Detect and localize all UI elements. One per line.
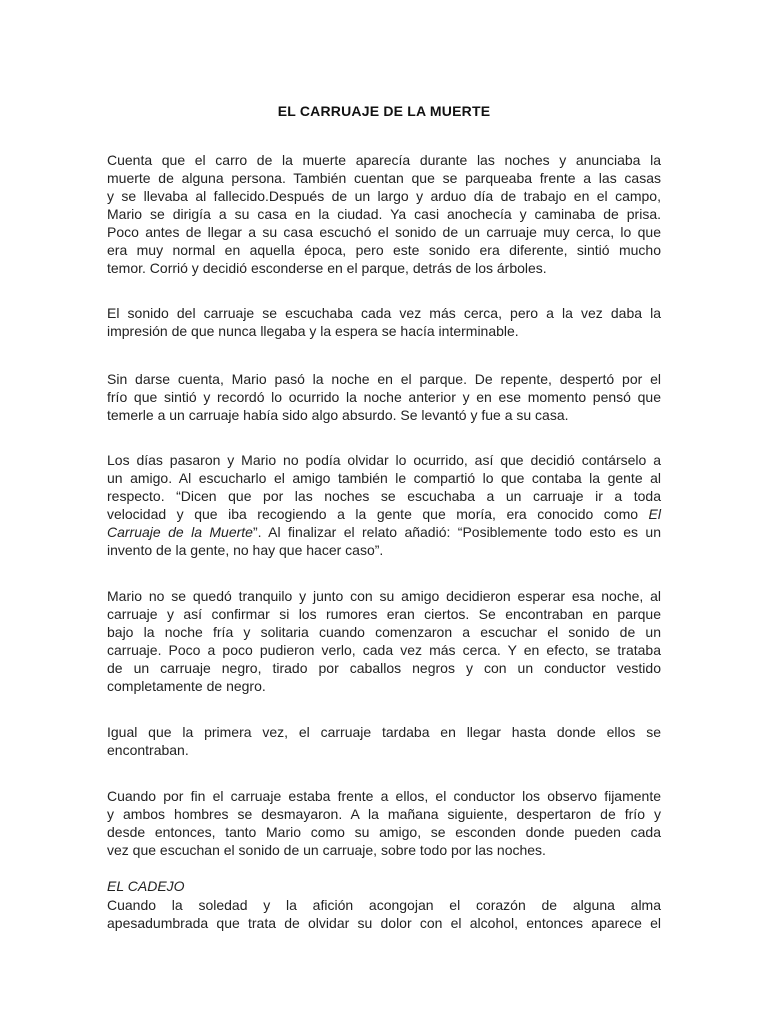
text-line: completamente de negro. — [107, 678, 266, 694]
italic-text: Carruaje de la Muerte — [107, 524, 253, 540]
text-line: Mario se dirigía a su casa en la ciudad. Ya casi anochecía y caminaba de prisa. — [107, 206, 661, 222]
text-line: era muy normal en aquella época, pero este sonido era diferente, sintió mucho — [107, 242, 661, 258]
text-line: Cuando la soledad y la afición acongojan el corazón de alguna alma — [107, 897, 661, 913]
section-subheading: EL CADEJO — [107, 878, 185, 894]
text-line: Los días pasaron y Mario no podía olvidar lo ocurrido, así que decidió contárselo a — [107, 452, 661, 468]
text-line: temerle a un carruaje había sido algo absurdo. Se levantó y fue a su casa. — [107, 407, 569, 423]
text-line: vez que escuchan el sonido de un carruaje, sobre todo por las noches. — [107, 842, 546, 858]
paragraph — [107, 787, 661, 859]
text-line — [107, 523, 661, 541]
text-line: un amigo. Al escucharlo el amigo también le compartió lo que contaba la gente al — [107, 470, 661, 486]
text-line: frío que sintió y recordó lo ocurrido la noche anterior y en ese momento pensó que — [107, 389, 661, 405]
text-line: Mario no se quedó tranquilo y junto con su amigo decidieron esperar esa noche, al — [107, 588, 661, 604]
paragraph — [107, 723, 661, 759]
text-line: Cuenta que el carro de la muerte aparecía durante las noches y anunciaba la — [107, 152, 661, 168]
paragraph — [107, 370, 661, 424]
text-line: impresión de que nunca llegaba y la espera se hacía interminable. — [107, 323, 519, 339]
text-line: de un carruaje negro, tirado por caballos negros y con un conductor vestido — [107, 660, 661, 676]
paragraph — [107, 451, 661, 559]
document-title: EL CARRUAJE DE LA MUERTE — [277, 103, 491, 119]
text-line: Sin darse cuenta, Mario pasó la noche en el parque. De repente, despertó por el — [107, 371, 661, 387]
text-line: Cuando por fin el carruaje estaba frente a ellos, el conductor los observo fijamente — [107, 788, 661, 804]
text-line: apesadumbrada que trata de olvidar su dolor con el alcohol, entonces aparece el — [107, 915, 661, 931]
text-line: invento de la gente, no hay que hacer caso”. — [107, 542, 384, 558]
text-line: muerte de alguna persona. También cuentan que se parqueaba frente a las casas — [107, 170, 661, 186]
paragraph — [107, 896, 661, 932]
paragraph — [107, 587, 661, 695]
text-line: El sonido del carruaje se escuchaba cada vez más cerca, pero a la vez daba la — [107, 305, 661, 321]
text-line: carruaje. Poco a poco pudieron verlo, cada vez más cerca. Y en efecto, se trataba — [107, 642, 661, 658]
text-line: Igual que la primera vez, el carruaje tardaba en llegar hasta donde ellos se — [107, 724, 661, 740]
text-segment: velocidad y que iba recogiendo a la gente que moría, era conocido como — [107, 506, 649, 522]
text-line: Poco antes de llegar a su casa escuchó el sonido de un carruaje muy cerca, lo que — [107, 224, 661, 240]
text-line: carruaje y así confirmar si los rumores eran ciertos. Se encontraban en parque — [107, 606, 661, 622]
italic-text: El — [648, 506, 661, 522]
text-line: respecto. “Dicen que por las noches se escuchaba a un carruaje ir a toda — [107, 488, 661, 504]
text-line: temor. Corrió y decidió esconderse en el parque, detrás de los árboles. — [107, 260, 547, 276]
text-line: y se llevaba al fallecido.Después de un largo y arduo día de trabajo en el campo, — [107, 188, 661, 204]
paragraph — [107, 304, 661, 340]
text-line: bajo la noche fría y solitaria cuando comenzaron a escuchar el sonido de un — [107, 624, 661, 640]
text-line: desde entonces, tanto Mario como su amigo, se esconden donde pueden cada — [107, 824, 661, 840]
text-line: encontraban. — [107, 742, 189, 758]
text-line: y ambos hombres se desmayaron. A la mañana siguiente, despertaron de frío y — [107, 806, 661, 822]
text-segment: ”. Al finalizar el relato añadió: “Posiblemente todo esto es un — [252, 524, 661, 540]
text-line — [107, 505, 661, 523]
paragraph — [107, 151, 661, 277]
